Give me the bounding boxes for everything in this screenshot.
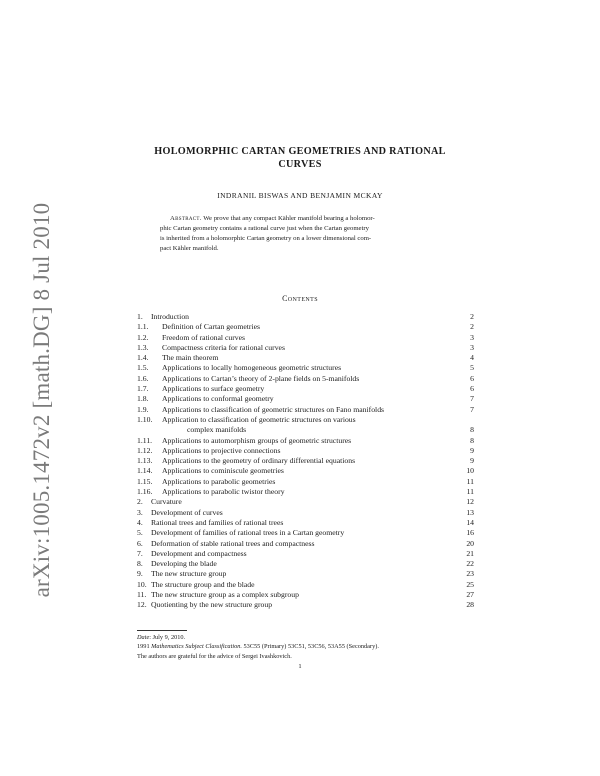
toc-entry[interactable]: [137, 549, 474, 559]
toc-entry-number: 11.: [137, 590, 147, 600]
arxiv-identifier-stamp[interactable]: arXiv:1005.1472v2 [math.DG] 8 Jul 2010: [29, 202, 54, 598]
toc-entry-page: 13: [466, 507, 474, 517]
toc-entry-number: 2.: [137, 497, 143, 507]
toc-entry-title: Applications to projective connections: [162, 445, 281, 455]
date-value: : July 9, 2010.: [149, 634, 186, 641]
toc-entry[interactable]: [137, 343, 474, 353]
toc-entry[interactable]: [137, 508, 474, 518]
toc-entry-title: Introduction: [151, 312, 190, 321]
toc-entry-title: Applications to conformal geometry: [162, 394, 274, 404]
toc-entry-title: Definition of Cartan geometries: [162, 322, 260, 332]
toc-entry-page: 8: [470, 425, 474, 435]
toc-entry-page: 8: [470, 435, 474, 445]
toc-entry[interactable]: [137, 456, 474, 466]
toc-entry[interactable]: [137, 580, 474, 590]
toc-entry[interactable]: [137, 446, 474, 456]
toc-entry[interactable]: [137, 477, 474, 487]
abstract-line-4: pact Kähler manifold.: [160, 245, 219, 252]
toc-entry-page: 7: [470, 394, 474, 404]
toc-entry-title: Developing the blade: [151, 559, 217, 569]
toc-entry-page: 21: [466, 548, 474, 558]
toc-entry-page: 14: [466, 517, 474, 527]
contents-heading: Contents: [282, 294, 318, 303]
toc-entry-title: Development and compactness: [151, 548, 247, 558]
toc-entry-number: 8.: [137, 559, 143, 569]
msc-prefix: 1991: [137, 643, 152, 651]
toc-entry-title: The new structure group as a complex subgroup: [151, 590, 299, 600]
toc-entry-page: 28: [466, 600, 474, 610]
toc-entry-number: 12.: [137, 600, 147, 610]
toc-entry[interactable]: [137, 333, 474, 343]
toc-entry-number: 3.: [137, 507, 143, 517]
paper-title: [120, 145, 480, 171]
toc-entry-page: 27: [466, 590, 474, 600]
toc-entry-number: 1.3.: [137, 342, 149, 352]
toc-entry-page: 3: [470, 332, 474, 342]
toc-entry-title-continued: complex manifolds: [187, 425, 247, 435]
abstract-text-1: We prove that any compact Kähler manifold bearing a holomor-: [203, 215, 375, 222]
toc-entry[interactable]: [137, 322, 474, 332]
toc-entry[interactable]: [137, 415, 474, 436]
toc-entry[interactable]: [137, 363, 474, 373]
toc-entry[interactable]: [137, 353, 474, 363]
toc-entry-page: 2: [470, 322, 474, 332]
toc-entry-title: Application to classification of geometric structures on various: [162, 414, 356, 424]
toc-entry-title: Applications to parabolic twistor theory: [162, 487, 285, 497]
toc-entry-number: 1.7.: [137, 384, 149, 394]
toc-entry-title: Rational trees and families of rational trees: [151, 517, 284, 527]
toc-entry-page: 23: [466, 569, 474, 579]
toc-entry-number: 1.1.: [137, 322, 149, 332]
abstract-line-1: [160, 214, 444, 224]
msc-label: Mathematics Subject Classification.: [151, 643, 242, 651]
toc-entry-page: 11: [466, 476, 474, 486]
toc-entry-title: Quotienting by the new structure group: [151, 600, 273, 610]
abstract: [160, 214, 444, 254]
toc-entry-number: 1.13.: [137, 456, 153, 466]
toc-entry-page: 20: [466, 538, 474, 548]
title-line-1: HOLOMORPHIC CARTAN GEOMETRIES AND RATIONAL: [154, 146, 446, 157]
footnotes: [137, 633, 477, 661]
toc-entry-number: 1.14.: [137, 466, 153, 476]
toc-entry[interactable]: [137, 394, 474, 404]
toc-entry-page: 6: [470, 373, 474, 383]
toc-entry-title: Curvature: [151, 497, 182, 507]
footnote-date: [137, 633, 477, 642]
toc-entry-page: 12: [466, 497, 474, 507]
toc-entry-number: 5.: [137, 528, 143, 538]
abstract-label: Abstract.: [170, 215, 202, 222]
footnote-divider: [137, 630, 187, 631]
toc-entry-title: Applications to Cartan’s theory of 2-plane fields on 5-manifolds: [162, 373, 360, 383]
toc-entry-number: 1.6.: [137, 373, 149, 383]
toc-entry-page: 4: [470, 353, 474, 363]
toc-entry-page: 22: [466, 559, 474, 569]
abstract-line-3: is inherited from a holomorphic Cartan geometry on a lower dimensional com-: [160, 235, 372, 242]
toc-entry-title: Applications to cominiscule geometries: [162, 466, 284, 476]
toc-entry-number: 4.: [137, 517, 143, 527]
toc-entry-number: 1.4.: [137, 353, 149, 363]
toc-entry[interactable]: [137, 497, 474, 507]
toc-entry-number: 1.12.: [137, 445, 153, 455]
toc-entry-number: 1.11.: [137, 435, 153, 445]
toc-entry-title: Applications to parabolic geometries: [162, 476, 276, 486]
toc-entry[interactable]: [137, 559, 474, 569]
toc-entry-title: Development of curves: [151, 507, 223, 517]
toc-entry-title: Applications to surface geometry: [162, 384, 265, 394]
toc-entry-title: The main theorem: [162, 353, 219, 363]
toc-entry-title: The new structure group: [151, 569, 227, 579]
toc-entry[interactable]: [137, 466, 474, 476]
toc-entry[interactable]: [137, 569, 474, 579]
toc-entry[interactable]: [137, 600, 474, 610]
toc-entry-number: 1.10.: [137, 414, 153, 424]
toc-entry-page: 9: [470, 445, 474, 455]
toc-entry-number: 1.8.: [137, 394, 149, 404]
toc-entry-number: 1.16.: [137, 487, 153, 497]
toc-entry-page: 9: [470, 456, 474, 466]
toc-entry-page: 2: [470, 312, 474, 321]
toc-entry-title: The structure group and the blade: [151, 579, 255, 589]
toc-entry-page: 10: [466, 466, 474, 476]
toc-entry-number: 9.: [137, 569, 143, 579]
toc-entry-number: 10.: [137, 579, 147, 589]
toc-entry-page: 5: [470, 363, 474, 373]
msc-value: 53C55 (Primary) 53C51, 53C56, 53A55 (Secondary).: [241, 643, 379, 651]
toc-entry-title: Deformation of stable rational trees and compactness: [151, 538, 315, 548]
toc-entry-number: 1.: [137, 312, 143, 321]
toc-entry-title: Applications to locally homogeneous geometric structures: [162, 363, 342, 373]
toc-entry-title: Development of families of rational trees in a Cartan geometry: [151, 528, 345, 538]
footnote-msc: [137, 642, 477, 651]
toc-entry-page: 3: [470, 342, 474, 352]
footnote-thanks: The authors are grateful for the advice of Sergei Ivashkovich.: [137, 652, 292, 660]
toc-entry[interactable]: [137, 384, 474, 394]
toc-entry-title: Applications to classification of geometric structures on Fano manifolds: [162, 404, 385, 414]
toc-entry-number: 1.2.: [137, 332, 149, 342]
title-line-2: CURVES: [278, 159, 322, 170]
toc-entry[interactable]: [137, 405, 474, 415]
toc-entry[interactable]: [137, 518, 474, 528]
page-number: 1: [298, 663, 302, 670]
toc-entry[interactable]: [137, 590, 474, 600]
toc-entry-number: 1.15.: [137, 476, 153, 486]
toc-entry-page: 7: [470, 404, 474, 414]
toc-entry-title: Compactness criteria for rational curves: [162, 342, 285, 352]
author-list: INDRANIL BISWAS AND BENJAMIN MCKAY: [217, 191, 383, 200]
toc-entry-number: 6.: [137, 538, 143, 548]
toc-entry[interactable]: [137, 539, 474, 549]
toc-entry-title: Applications to automorphism groups of geometric structures: [162, 435, 352, 445]
toc-entry[interactable]: [137, 312, 474, 322]
toc-entry[interactable]: [137, 528, 474, 538]
date-label: Date: [137, 634, 150, 641]
toc-entry[interactable]: [137, 487, 474, 497]
toc-entry-number: 7.: [137, 548, 143, 558]
toc-entry-title: Freedom of rational curves: [162, 332, 246, 342]
toc-entry[interactable]: [137, 374, 474, 384]
toc-entry-title: Applications to the geometry of ordinary differential equations: [162, 456, 356, 466]
toc-entry-number: 1.5.: [137, 363, 149, 373]
toc-entry-page: 11: [466, 487, 474, 497]
toc-entry-number: 1.9.: [137, 404, 149, 414]
toc-entry-page: 16: [466, 528, 474, 538]
toc-entry-page: 25: [466, 579, 474, 589]
abstract-line-2: phic Cartan geometry contains a rational curve just when the Cartan geometry: [160, 225, 369, 232]
toc-entry[interactable]: [137, 436, 474, 446]
toc-entry-page: 6: [470, 384, 474, 394]
table-of-contents: [137, 312, 474, 611]
